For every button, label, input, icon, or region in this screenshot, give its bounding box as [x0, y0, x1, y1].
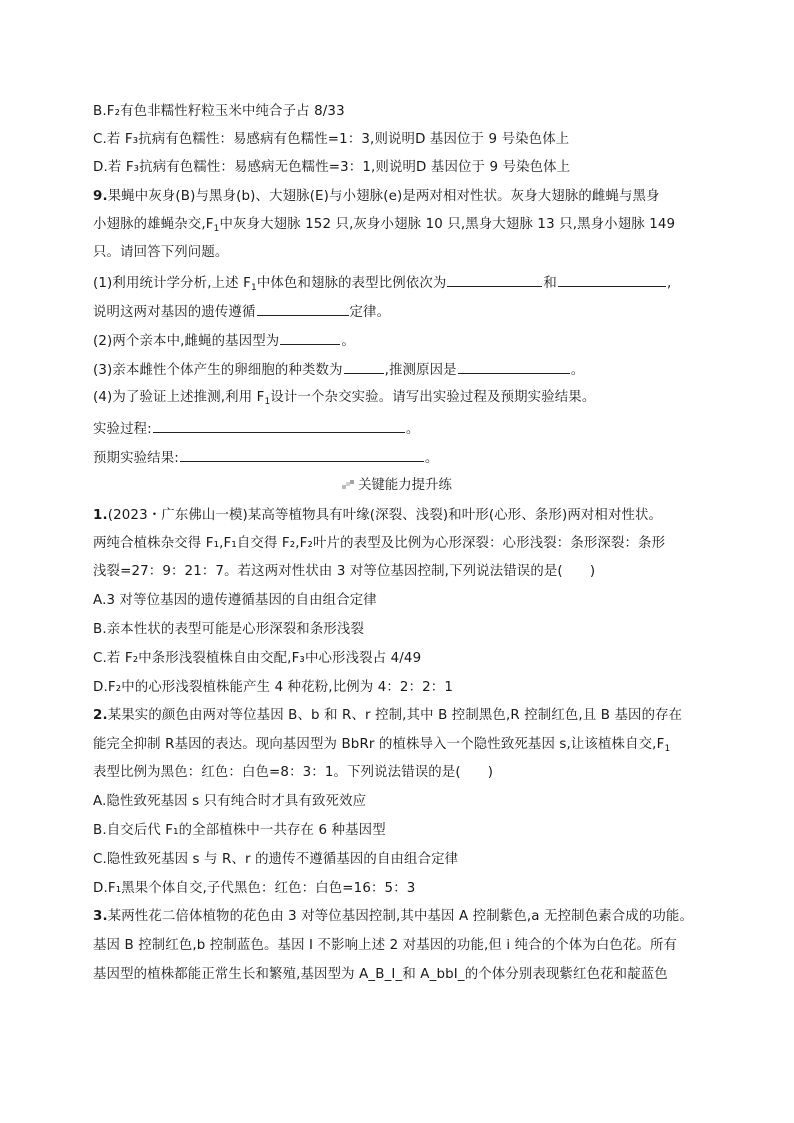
question-9-line: 小翅脉的雄蝇杂交$,F_1$中灰身大翅脉 152 只,灰身小翅脉 10 只,黑身大翅脉 13 只,黑身小翅脉 149 [93, 217, 676, 234]
answer-blank[interactable] [558, 273, 666, 287]
question-number: 3. [93, 909, 108, 924]
question-2-line: 能完全抑制 R基因的表达。现向基因型为 BbRr 的植株导入一个隐性致死基因 s,让该植株自交$,F_1$ [93, 737, 671, 754]
question-2-line: 2.某果实的颜色由两对等位基因 B、b 和 R、r 控制,其中 B 控制黑色,R 控制红色,且 B 基因的存在 [93, 708, 683, 723]
option-d: D.F₁黑果个体自交,子代黑色：红色：白色=16：5：3 [93, 881, 416, 896]
option-b: B.亲本性状的表型可能是心形深裂和条形浅裂 [93, 622, 365, 637]
expected-result-line: 预期实验结果: 。 [93, 448, 438, 468]
question-1-line: 浅裂=27：9：21：7。若这两对性状由 3 对等位基因控制,下列说法错误的是( ) [93, 564, 596, 579]
answer-blank[interactable] [344, 360, 384, 374]
question-9-line: 9.果蝇中灰身(B)与黑身(b)、大翅脉(E)与小翅脉(e)是两对相对性状。灰身大翅脉的雌蝇与黑身 [93, 189, 660, 204]
option-line: D.若 F₃抗病有色糯性：易感病无色糯性=3：1,则说明D 基因位于 9 号染色体上 [93, 160, 571, 175]
question-3-line: 基因型的植株都能正常生长和繁殖,基因型为 A_B_I_和 A_bbI_的个体分别表现紫红色花和靛蓝色 [93, 967, 668, 982]
question-3-line: 3.某两性花二倍体植物的花色由 3 对等位基因控制,其中基因 A 控制紫色,a 无控制色素合成的功能。 [93, 909, 693, 924]
sub-question-1: (1)利用统计学分析,上述 $F_1$中体色和翅脉的表型比例依次为 和 , [93, 273, 671, 297]
question-number: 9. [93, 189, 108, 204]
option-d: D.F₂中的心形浅裂植株能产生 4 种花粉,比例为 4：2：2：1 [93, 680, 454, 695]
sub-question-4: (4)为了验证上述推测,利用 $F_1$设计一个杂交实验。请写出实验过程及预期实验结果。 [93, 390, 596, 407]
section-marker-icon [342, 480, 355, 490]
question-9-line: 只。请回答下列问题。 [93, 245, 229, 260]
sub-question-2: (2)两个亲本中,雌蝇的基因型为 。 [93, 331, 355, 351]
option-a: A.隐性致死基因 s 只有纯合时才具有致死效应 [93, 794, 367, 809]
sub-question-1-cont: 说明这两对基因的遗传遵循 定律。 [93, 302, 390, 322]
answer-blank[interactable] [257, 302, 349, 316]
option-c: C.隐性致死基因 s 与 R、r 的遗传不遵循基因的自由组合定律 [93, 852, 459, 867]
option-line: B.F₂有色非糯性籽粒玉米中纯合子占 8/33 [93, 104, 345, 119]
question-number: 1. [93, 508, 108, 523]
answer-blank[interactable] [153, 419, 405, 433]
answer-blank[interactable] [458, 360, 570, 374]
sub-question-3: (3)亲本雌性个体产生的卵细胞的种类数为 ,推测原因是 。 [93, 360, 584, 380]
section-heading [0, 477, 794, 495]
answer-blank[interactable] [447, 273, 542, 287]
experiment-process-line: 实验过程: 。 [93, 419, 419, 439]
question-number: 2. [93, 708, 108, 723]
question-3-line: 基因 B 控制红色,b 控制蓝色。基因 I 不影响上述 2 对基因的功能,但 i 纯合的个体为白色花。所有 [93, 938, 678, 953]
option-line: C.若 F₃抗病有色糯性：易感病有色糯性=1：3,则说明D 基因位于 9 号染色体上 [93, 132, 570, 147]
option-c: C.若 F₂中条形浅裂植株自由交配,F₃中心形浅裂占 4/49 [93, 651, 422, 666]
question-1-line: 两纯合植株杂交得 F₁,F₁自交得 F₂,F₂叶片的表型及比例为心形深裂：心形浅裂：条形深裂：条形 [93, 536, 666, 551]
answer-blank[interactable] [280, 331, 340, 345]
question-2-line: 表型比例为黑色：红色：白色=8：3：1。下列说法错误的是( ) [93, 765, 494, 780]
section-title: 关键能力提升练 [358, 478, 452, 493]
question-1-line: 1.(2023・广东佛山一模)某高等植物具有叶缘(深裂、浅裂)和叶形(心形、条形)两对相对性状。 [93, 508, 663, 523]
option-a: A.3 对等位基因的遗传遵循基因的自由组合定律 [93, 593, 377, 608]
answer-blank[interactable] [180, 448, 424, 462]
option-b: B.自交后代 F₁的全部植株中一共存在 6 种基因型 [93, 823, 386, 838]
